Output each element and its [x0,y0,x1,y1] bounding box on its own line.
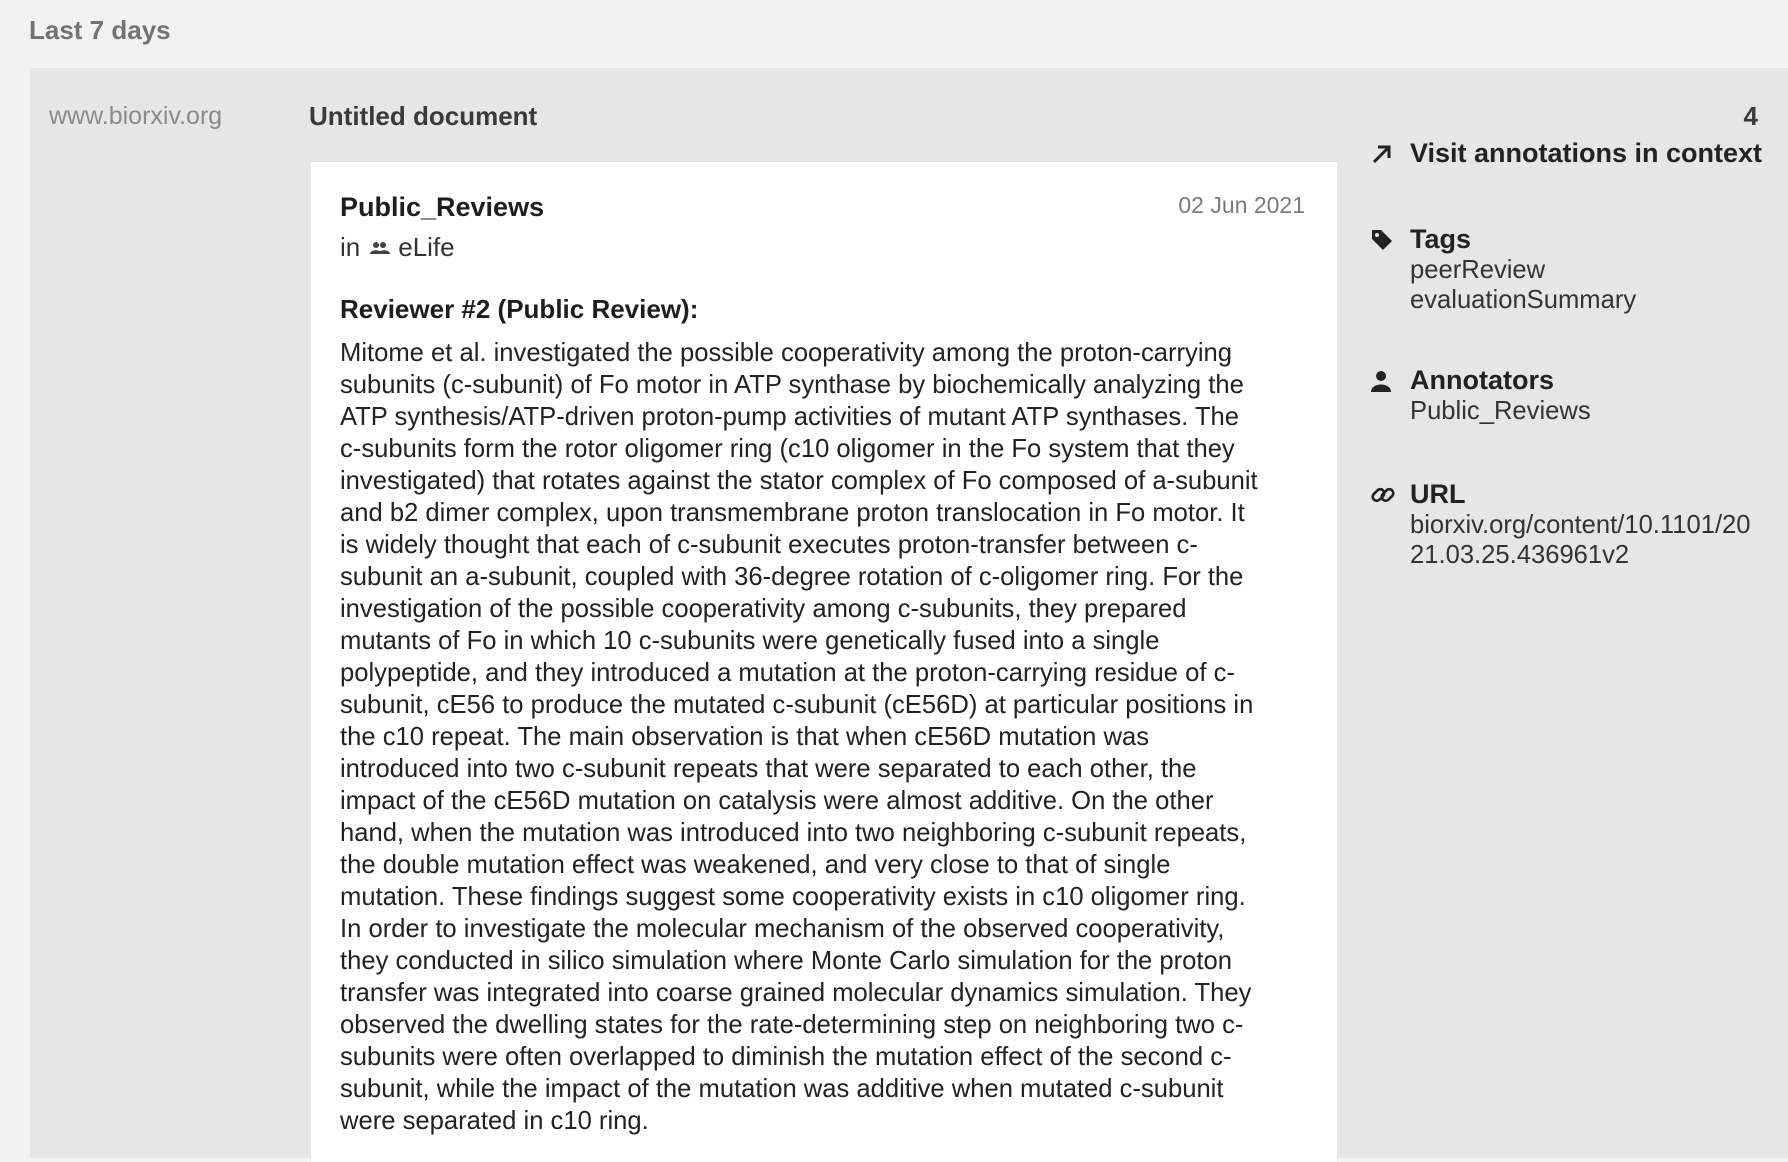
visit-label: Visit annotations in context [1410,138,1763,168]
link-icon [1370,482,1410,508]
group-icon [370,241,390,255]
annotation-card [311,162,1337,1162]
period-heading: Last 7 days [29,15,171,45]
annotation-heading: Reviewer #2 (Public Review): [340,294,699,324]
tag-item[interactable]: peerReview [1410,256,1546,284]
bucket-domain: www.biorxiv.org [49,102,223,130]
tags-section [1370,224,1636,315]
tags-label: Tags [1410,224,1472,254]
annotator-item[interactable]: Public_Reviews [1410,397,1591,425]
tag-icon [1370,228,1410,252]
tag-item[interactable]: evaluationSummary [1410,286,1637,314]
url-section [1370,479,1751,570]
annotation-body: Mitome et al. investigated the possible cooperativity among the proton-carrying subunits (c-subunit) of Fo motor in ATP synthase by biochemically analyzing the ATP synthesis/ATP-driven proton-pump activities of mutant ATP synthases. The c-subunits form the rotor oligomer ring (c10 oligomer in the Fo system that they investigated) that rotates against the stator complex of Fo composed of a-subunit and b2 dimer complex, upon transmembrane proton translocation in Fo motor. It is widely thought that each of c-subunit executes proton-transfer between c-subunit an a-subunit, coupled with 36-degree rotation of c-oligomer ring. For the investigation of the possible cooperativity among c-subunits, they prepared mutants of Fo in which 10 c-subunits were genetically fused into a single polypeptide, and they introduced a mutation at the proton-carrying residue of c-subunit, cE56 to produce the mutated c-subunit (cE56D) at particular positions in the c10 repeat. The main observation is that when cE56D mutation was introduced into two c-subunit repeats that were separated to each other, the impact of the cE56D mutation on catalysis were almost additive. On the other hand, when the mutation was introduced into two neighboring c-subunit repeats, the double mutation effect was weakened, and very close to that of single mutation. These findings suggest some cooperativity exists in c10 oligomer ring. In order to investigate the molecular mechanism of the observed cooperativity, they conducted in silico simulation where Monte Carlo simulation for the proton transfer was integrated into coarse grained molecular dynamics simulation. They observed the dwelling states for the rate-determining step on neighboring two c-subunits were often overlapped to diminish the mutation effect of the second c-subunit, while the impact of the mutation was additive when mutated c-subunit were separated in c10 ring. [340,339,1258,1135]
annotators-label: Annotators [1410,365,1554,395]
group-prefix: in [340,232,361,262]
annotation-date[interactable]: 02 Jun 2021 [1178,192,1305,218]
annotation-group [340,232,455,263]
bucket-title[interactable]: Untitled document [309,101,538,131]
url-label: URL [1410,479,1466,509]
user-icon [1370,369,1410,393]
url-link-line1[interactable]: biorxiv.org/content/10.1101/20 [1410,511,1751,539]
annotation-author[interactable]: Public_Reviews [340,192,545,222]
document-bucket[interactable] [30,68,1788,1158]
annotation-count: 4 [1743,101,1758,131]
group-name[interactable]: eLife [398,232,455,262]
arrow-up-right-icon [1370,142,1410,166]
annotators-section [1370,365,1591,426]
url-link-line2[interactable]: 21.03.25.436961v2 [1410,541,1630,569]
visit-annotations-link[interactable] [1370,138,1762,169]
